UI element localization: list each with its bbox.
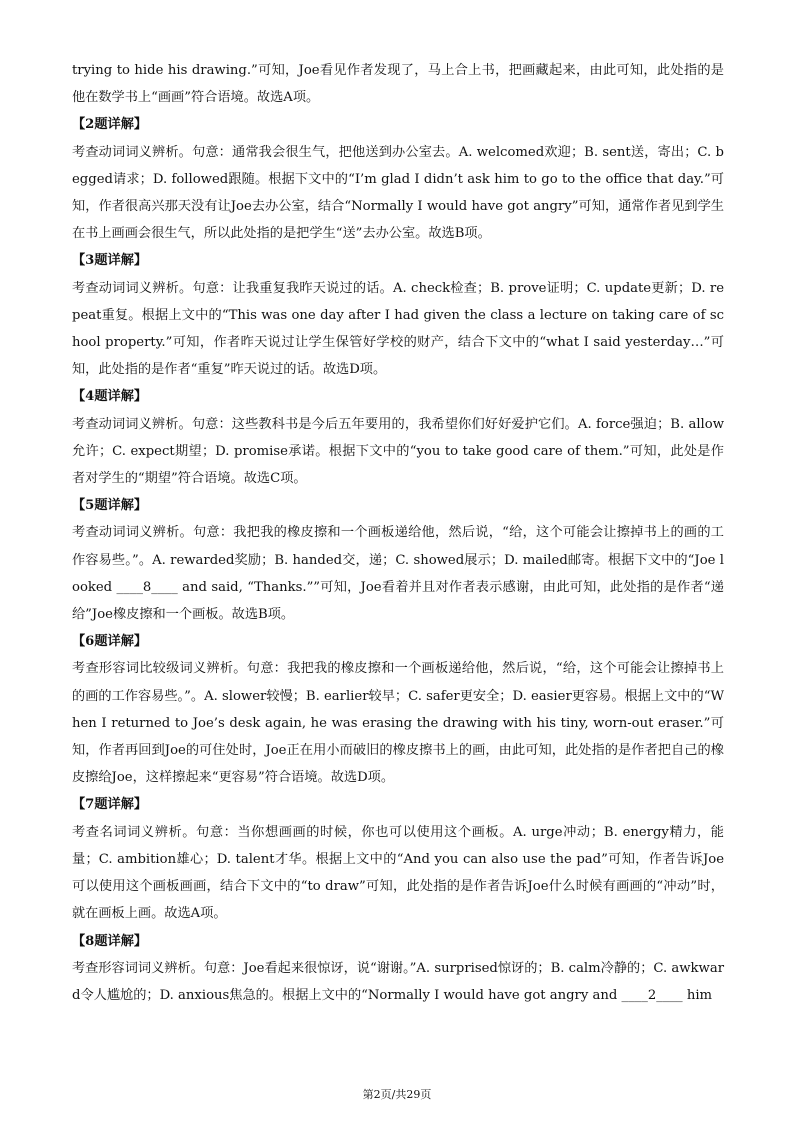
paragraph: 考查形容词比较级词义辨析。句意：我把我的橡皮擦和一个画板递给他，然后说，“给，这个可能会让擦掉书上的画的工作容易些。”。A. slower较慢；B. earlier较早；C. safer更安全；D. easier更容易。根据上文中的“When I returned to Joe’s desk again, he was erasing the drawing with his tiny, worn-out eraser.”可知，作者再回到Joe的可住处时，Joe正在用小而破旧的橡皮擦书上的画，由此可知，此处指的是作者把自己的橡皮擦给Joe，这样擦起来“更容易”符合语境。故选D项。 <box>72 661 724 786</box>
paragraph: 考查动词词义辨析。句意：我把我的橡皮擦和一个画板递给他，然后说，“给，这个可能会让擦掉书上的画的工作容易些。”。A. rewarded奖励；B. handed交，递；C. showed展示；D. mailed邮寄。根据下文中的“Joe looked ____8____ and said, “Thanks.””可知，Joe看着并且对作者表示感谢，由此可知，此处指的是作者“递给”Joe橡皮擦和一个画板。故选B项。 <box>72 525 724 623</box>
section-heading: 【4题详解】 <box>72 389 148 405</box>
section-heading: 【3题详解】 <box>72 253 148 269</box>
paragraph: 考查动词词义辨析。句意：这些教科书是今后五年要用的，我希望你们好好爱护它们。A. force强迫；B. allow允许；C. expect期望；D. promise承诺。根据下文中的“you to take good care of them.”可知，此处是作者对学生的“期望”符合语境。故选C项。 <box>72 416 724 487</box>
section-heading: 【8题详解】 <box>72 933 148 949</box>
paragraph: 考查名词词义辨析。句意：当你想画画的时候，你也可以使用这个画板。A. urge冲动；B. energy精力，能量；C. ambition雄心；D. talent才华。根据上文中的“And you can also use the pad”可知，作者告诉Joe可以使用这个画板画画，结合下文中的“to draw”可知，此处指的是作者告诉Joe什么时候有画画的“冲动”时，就在画板上画。故选A项。 <box>72 824 724 922</box>
paragraph: 考查动词词义辨析。句意：通常我会很生气，把他送到办公室去。A. welcomed欢迎；B. sent送，寄出；C. begged请求；D. followed跟随。根据下文中的“I’m glad I didn’t ask him to go to the office that day.”可知，作者很高兴那天没有让Joe去办公室，结合“Normally I would have got angry”可知，通常作者见到学生在书上画画会很生气，所以此处指的是把学生“送”去办公室。故选B项。 <box>72 144 724 242</box>
paragraph: 考查形容词词义辨析。句意：Joe看起来很惊讶，说“谢谢。”A. surprised惊讶的；B. calm冷静的；C. awkward令人尴尬的；D. anxious焦急的。根据上文中的“Normally I would have got angry and ____2____ him <box>72 960 725 1003</box>
section-heading: 【2题详解】 <box>72 117 148 133</box>
document-body <box>72 57 724 1009</box>
section-heading: 【6题详解】 <box>72 634 148 650</box>
section-heading: 【5题详解】 <box>72 498 148 514</box>
paragraph: 考查动词词义辨析。句意：让我重复我昨天说过的话。A. check检查；B. prove证明；C. update更新；D. repeat重复。根据上文中的“This was one day after I had given the class a lecture on taking care of school property.”可知，作者昨天说过让学生保管好学校的财产，结合下文中的“what I said yesterday…”可知，此处指的是作者“重复”昨天说过的话。故选D项。 <box>72 280 724 378</box>
paragraph: trying to hide his drawing.”可知，Joe看见作者发现了，马上合上书，把画藏起来，由此可知，此处指的是他在数学书上“画画”符合语境。故选A项。 <box>72 63 724 106</box>
page-number-footer: 第2页/共29页 <box>362 1088 432 1101</box>
section-heading: 【7题详解】 <box>72 797 148 813</box>
